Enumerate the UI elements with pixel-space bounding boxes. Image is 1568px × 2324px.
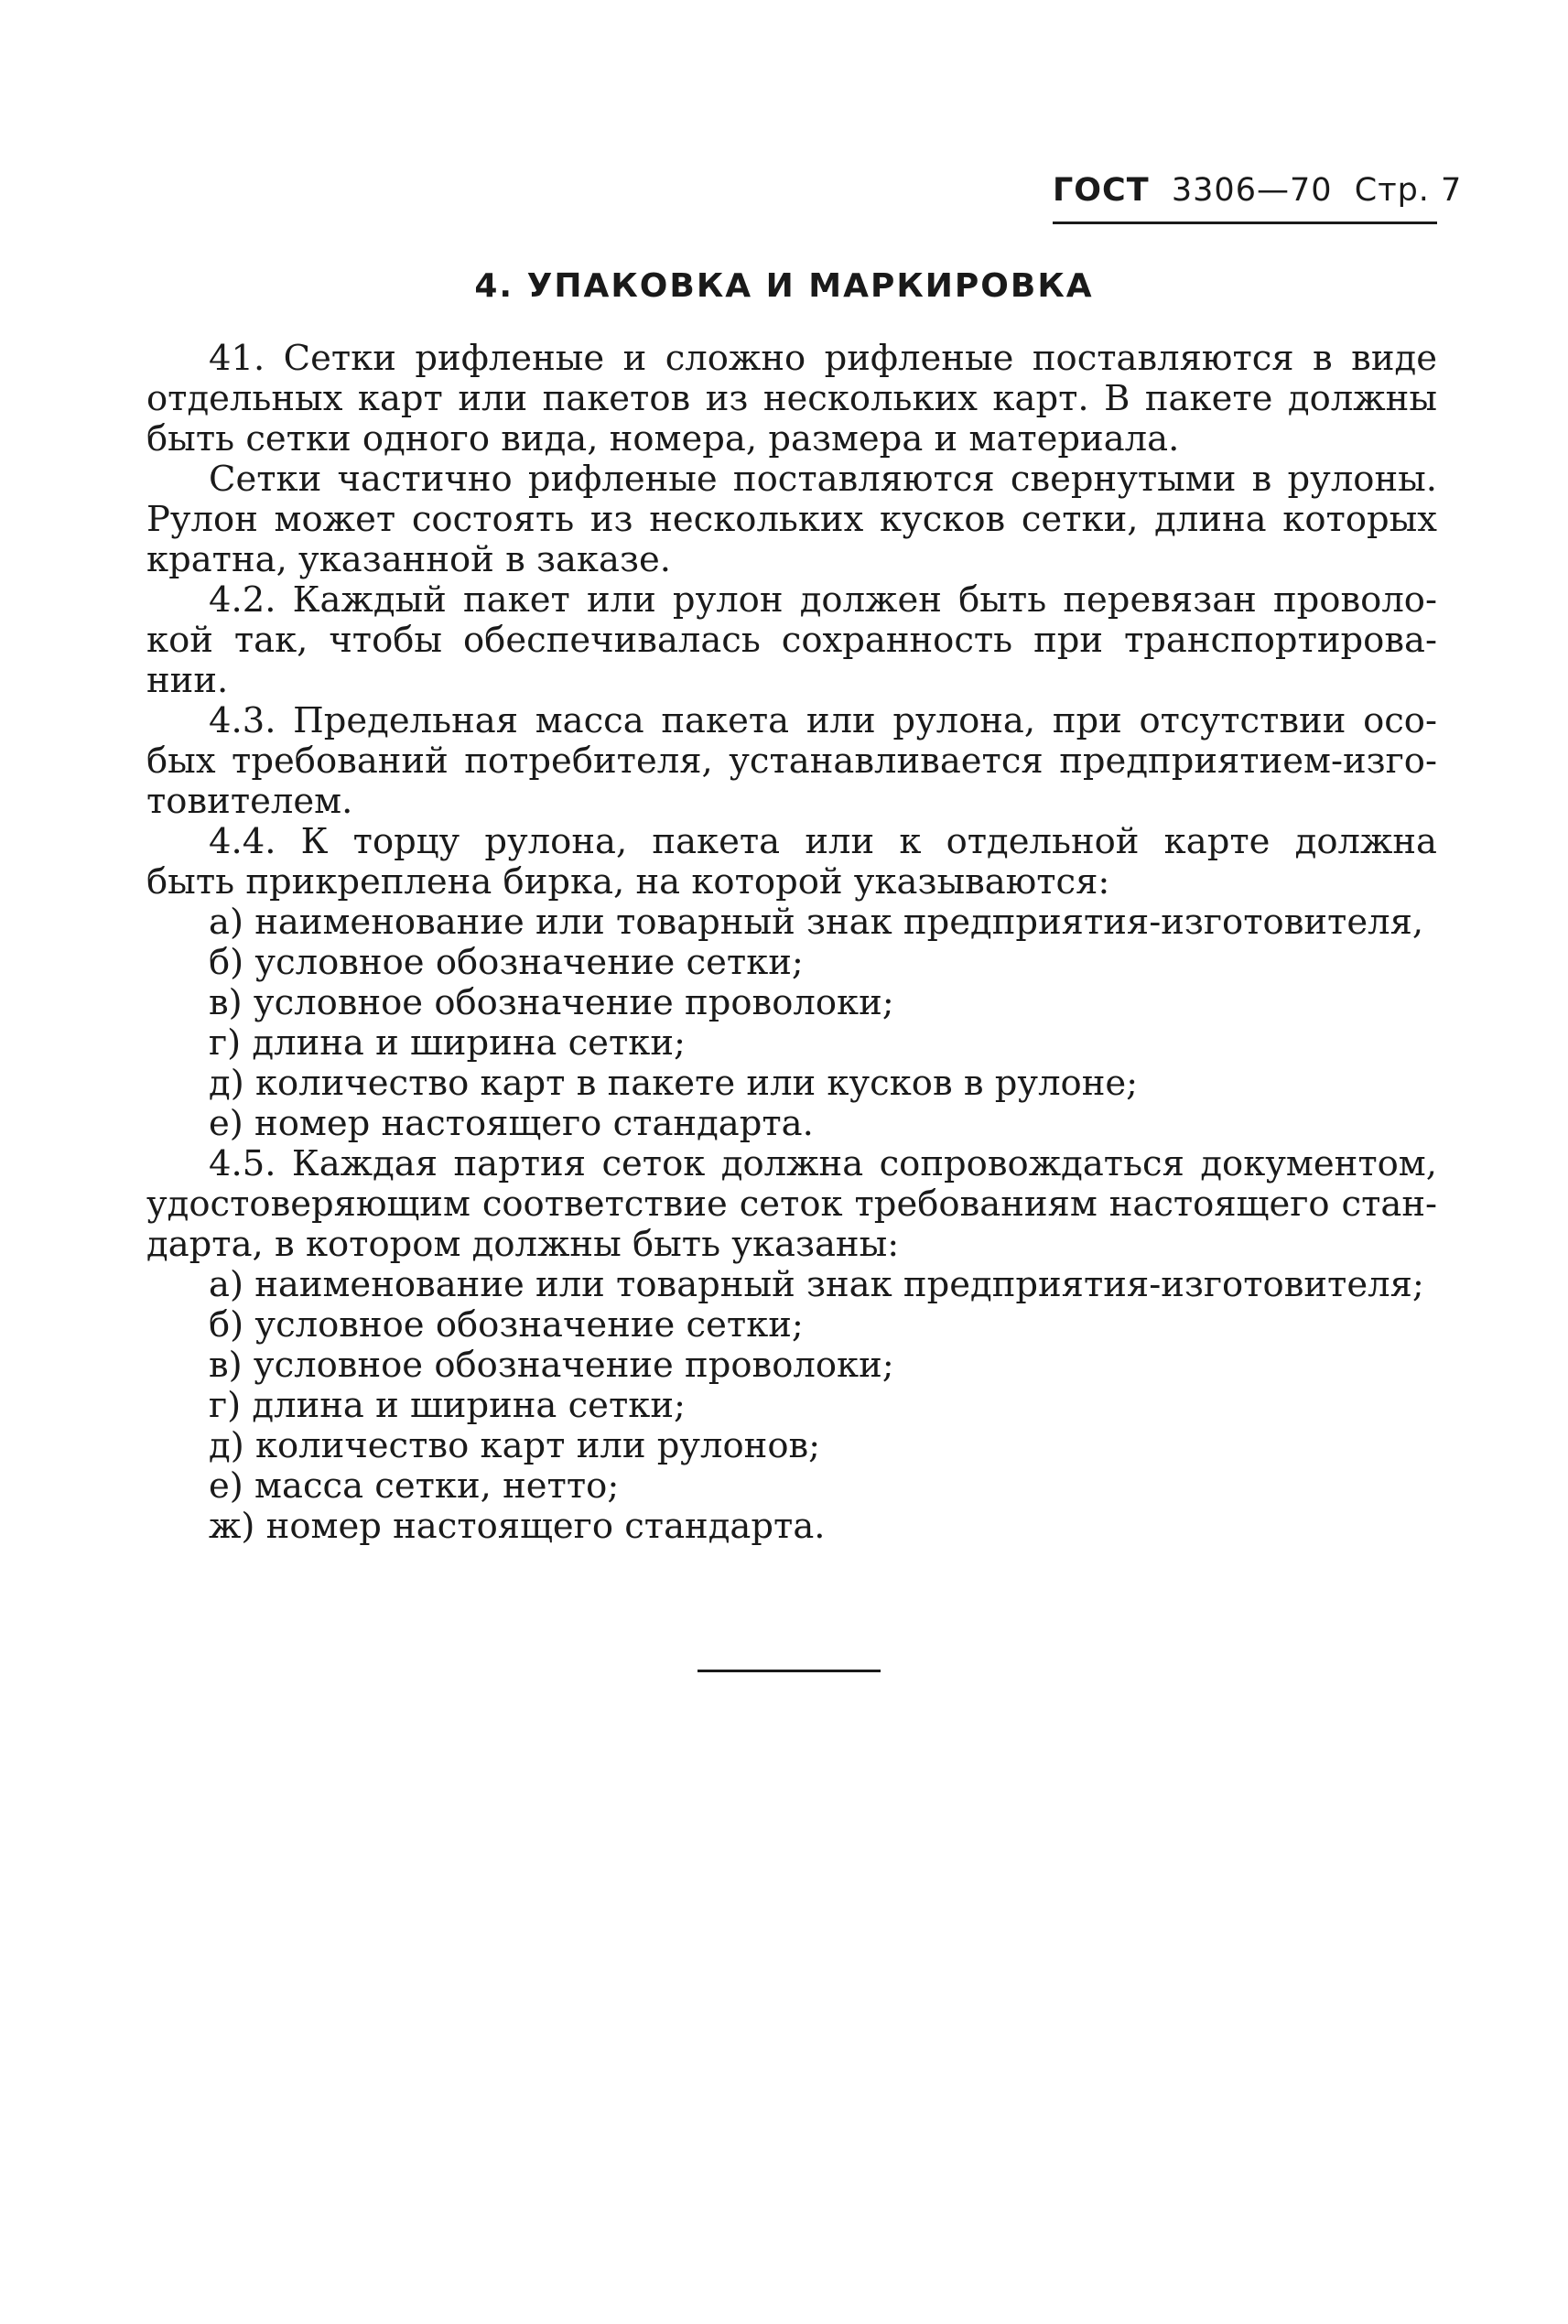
paragraph-4-5-line: дарта, в котором должны быть указаны:	[146, 1224, 900, 1265]
list-item: в) условное обозначение проволоки;	[209, 1345, 894, 1386]
list-item: г) длина и ширина сетки;	[209, 1385, 686, 1426]
paragraph-4-3-line: 4.3. Предельная масса пакета или рулона, при отсутствии осо-	[209, 700, 1437, 741]
paragraph-4-3-line: бых требований потребителя, устанавливается предприятием-изго-	[146, 740, 1437, 782]
paragraph-4-3-line: товителем.	[146, 781, 353, 822]
list-item: г) длина и ширина сетки;	[209, 1022, 686, 1064]
header-rule	[1053, 222, 1437, 224]
list-item: д) количество карт или рулонов;	[209, 1425, 821, 1466]
paragraph-rolls-line: кратна, указанной в заказе.	[146, 539, 671, 580]
standard-number: 3306—70	[1171, 172, 1333, 209]
paragraph-4-1-line: отдельных карт или пакетов из нескольких карт. В пакете должны	[146, 378, 1437, 419]
standard-prefix: ГОСТ	[1053, 172, 1150, 209]
page-number: Стр. 7	[1354, 172, 1463, 209]
paragraph-rolls-line: Рулон может состоять из нескольких кусков сетки, длина которых	[146, 499, 1437, 540]
section-title: 4. УПАКОВКА И МАРКИРОВКА	[474, 267, 1094, 305]
section-body	[146, 339, 1437, 1547]
paragraph-4-2-line: 4.2. Каждый пакет или рулон должен быть перевязан проволо-	[209, 579, 1437, 621]
paragraph-4-1-line: быть сетки одного вида, номера, размера и материала.	[146, 418, 1180, 459]
paragraph-4-5-line: удостоверяющим соответствие сеток требованиям настоящего стан-	[146, 1184, 1437, 1225]
paragraph-4-4-line: быть прикреплена бирка, на которой указываются:	[146, 861, 1110, 903]
list-item: б) условное обозначение сетки;	[209, 1304, 804, 1346]
list-item: б) условное обозначение сетки;	[209, 942, 804, 983]
running-header	[1053, 172, 1463, 209]
list-item: в) условное обозначение проволоки;	[209, 982, 894, 1023]
list-item: е) масса сетки, нетто;	[209, 1465, 620, 1507]
paragraph-4-5-line: 4.5. Каждая партия сеток должна сопровождаться документом,	[209, 1143, 1437, 1184]
paragraph-4-2-line: нии.	[146, 660, 229, 701]
list-item: ж) номер настоящего стандарта.	[209, 1506, 826, 1547]
end-rule	[697, 1670, 881, 1672]
list-item: е) номер настоящего стандарта.	[209, 1103, 814, 1144]
list-item: а) наименование или товарный знак предприятия-изготовителя,	[209, 902, 1424, 943]
paragraph-4-4-line: 4.4. К торцу рулона, пакета или к отдельной карте должна	[209, 821, 1437, 862]
list-item: д) количество карт в пакете или кусков в рулоне;	[209, 1063, 1139, 1104]
paragraph-rolls-line: Сетки частично рифленые поставляются свернутыми в рулоны.	[209, 459, 1437, 500]
paragraph-4-1-line: 41. Сетки рифленые и сложно рифленые поставляются в виде	[209, 338, 1437, 379]
paragraph-4-2-line: кой так, чтобы обеспечивалась сохранность при транспортирова-	[146, 620, 1437, 661]
list-item: а) наименование или товарный знак предприятия-изготовителя;	[209, 1264, 1424, 1305]
